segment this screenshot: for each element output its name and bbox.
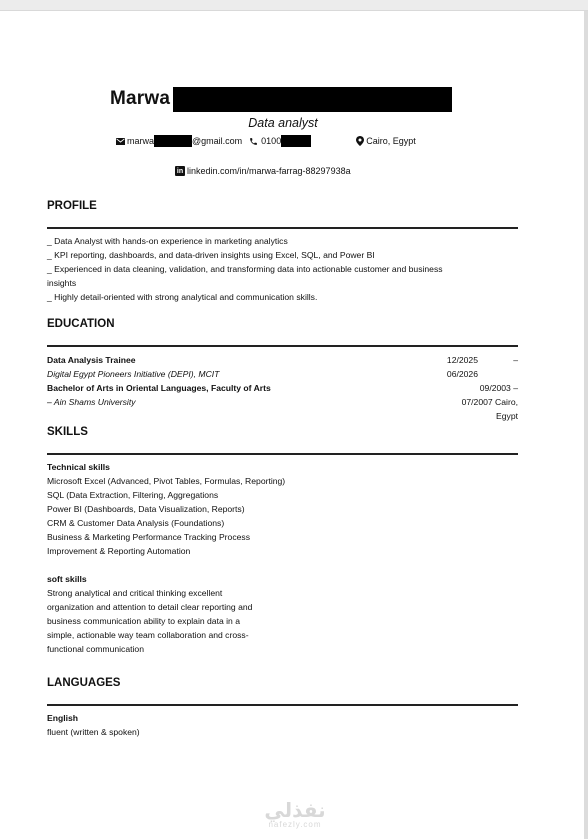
email-prefix: marwa: [127, 136, 155, 146]
education-location: Egypt: [496, 411, 518, 421]
languages-list: [47, 711, 140, 739]
linkedin-link[interactable]: [175, 166, 351, 176]
soft-skills-title: soft skills: [47, 574, 87, 584]
profile-line: _ Data Analyst with hands-on experience in marketing analytics: [47, 236, 288, 246]
watermark-arabic: نفذلي: [264, 798, 326, 822]
email-suffix: @gmail.com: [192, 136, 243, 146]
section-divider: [47, 453, 518, 455]
profile-line: _ Experienced in data cleaning, validation, and transforming data into actionable customer and business: [47, 264, 443, 274]
education-title: Data Analysis Trainee: [47, 355, 136, 365]
soft-skill-line: functional communication: [47, 644, 144, 654]
viewer-top-bar: [0, 0, 588, 11]
skill-item: SQL (Data Extraction, Filtering, Aggregations: [47, 490, 219, 500]
map-pin-icon: [356, 136, 364, 146]
phone-icon: [249, 137, 258, 146]
education-org: Digital Egypt Pioneers Initiative (DEPI), MCIT: [47, 369, 220, 379]
location-text: Cairo, Egypt: [366, 136, 416, 146]
candidate-name: Marwa: [110, 88, 171, 109]
skill-item: Microsoft Excel (Advanced, Pivot Tables, Formulas, Reporting): [47, 476, 286, 486]
location: [356, 136, 416, 146]
education-date: 07/2007 Cairo,: [461, 397, 518, 407]
education-date: 09/2003 –: [479, 383, 518, 393]
profile-line: _ Highly detail-oriented with strong analytical and communication skills.: [47, 292, 318, 302]
email[interactable]: [116, 135, 242, 147]
soft-skill-line: organization and attention to detail clear reporting and: [47, 602, 253, 612]
technical-skills-title: Technical skills: [47, 462, 110, 472]
soft-skill-line: Strong analytical and critical thinking excellent: [47, 588, 223, 598]
envelope-icon: [116, 138, 125, 145]
education-date: 12/2025: [446, 355, 478, 365]
job-title: Data analyst: [248, 116, 318, 130]
skill-item: Improvement & Reporting Automation: [47, 546, 191, 556]
education-date-dash: –: [513, 355, 518, 365]
section-title-profile: PROFILE: [47, 200, 97, 212]
redacted-phone: [281, 135, 311, 147]
skill-item: CRM & Customer Data Analysis (Foundations): [47, 518, 225, 528]
section-title-education: EDUCATION: [47, 318, 115, 330]
linkedin-icon: in: [176, 167, 184, 175]
linkedin-url: linkedin.com/in/marwa-farrag-88297938a: [187, 166, 351, 176]
skill-item: Business & Marketing Performance Tracking Process: [47, 532, 250, 542]
section-title-languages: LANGUAGES: [47, 677, 121, 689]
skill-item: Power BI (Dashboards, Data Visualization, Reports): [47, 504, 245, 514]
redacted-surname: [173, 87, 452, 112]
page-edge: [584, 11, 588, 839]
phone: [249, 135, 311, 147]
soft-skill-line: business communication ability to explain data in a: [47, 616, 240, 626]
education-org: – Ain Shams University: [47, 397, 136, 407]
technical-skills: [47, 460, 285, 558]
education-title: Bachelor of Arts in Oriental Languages, Faculty of Arts: [47, 383, 271, 393]
profile-line: insights: [47, 278, 77, 288]
phone-prefix: 0100: [261, 136, 282, 146]
section-title-skills: SKILLS: [47, 426, 88, 438]
section-divider: [47, 227, 518, 229]
language-name: English: [47, 713, 79, 723]
watermark-latin: nafezly.com: [268, 820, 322, 829]
education-date: 06/2026: [446, 369, 478, 379]
contact-row: [116, 135, 416, 147]
soft-skills: [47, 572, 252, 656]
education-entries: [47, 353, 271, 409]
redacted-email: [154, 135, 192, 147]
section-divider: [47, 704, 518, 706]
watermark-logo: [255, 800, 335, 829]
profile-line: _ KPI reporting, dashboards, and data-driven insights using Excel, SQL, and Power BI: [47, 250, 375, 260]
profile-text: [47, 234, 443, 304]
language-level: fluent (written & spoken): [47, 727, 140, 737]
section-divider: [47, 345, 518, 347]
name-row: [110, 86, 452, 112]
soft-skill-line: simple, actionable way team collaboration and cross-: [47, 630, 249, 640]
